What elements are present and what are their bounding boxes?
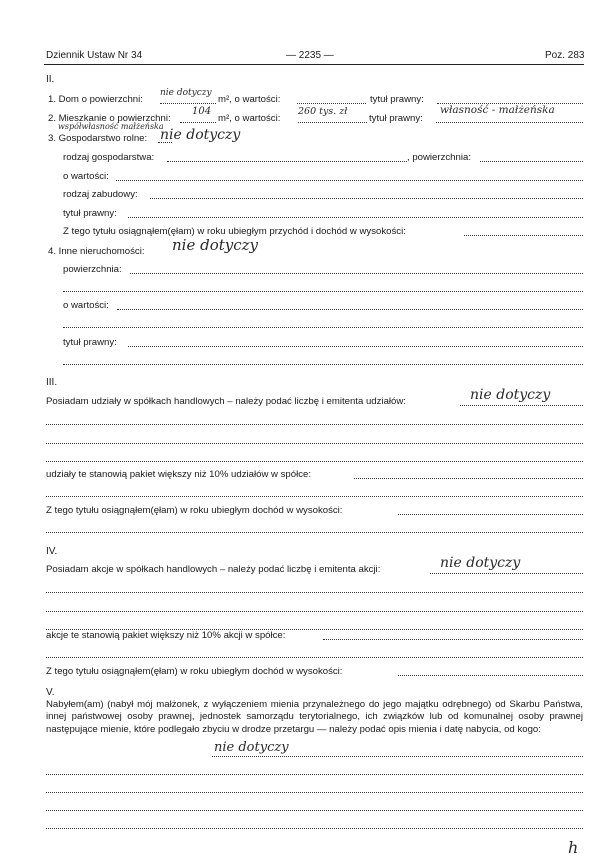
shares-field-2[interactable] — [46, 424, 583, 425]
house-title-label: tytuł prawny: — [370, 94, 424, 105]
stocks-field-3[interactable] — [46, 611, 583, 612]
flat-title-label: tytuł prawny: — [369, 113, 423, 124]
house-worth-field[interactable] — [297, 103, 366, 104]
header-rule — [44, 64, 584, 65]
section-2-heading: II. — [46, 74, 55, 85]
shares-package-field[interactable] — [354, 478, 583, 479]
house-unit-label: m², o wartości: — [218, 94, 281, 105]
stocks-field-2[interactable] — [46, 592, 583, 593]
flat-ownership-note: współwłasność małżeńska — [58, 122, 164, 131]
flat-area-field[interactable] — [180, 122, 216, 123]
shares-value: nie dotyczy — [470, 387, 551, 403]
other-area-field[interactable] — [130, 273, 583, 274]
flat-title-value: własność - małżeńska — [440, 104, 555, 116]
other-property-value: nie dotyczy — [172, 236, 259, 254]
shares-field-4[interactable] — [46, 461, 583, 462]
acquired-property-field-4[interactable] — [46, 810, 583, 811]
other-worth-field-2[interactable] — [63, 327, 583, 328]
house-area-value: nie dotyczy — [160, 88, 212, 98]
farm-type-field[interactable] — [167, 161, 407, 162]
farm-buildings-field[interactable] — [150, 198, 583, 199]
other-title-label: tytuł prawny: — [63, 337, 117, 348]
flat-area-value: 104 — [192, 106, 212, 117]
shares-income-label: Z tego tytułu osiągnąłem(ęłam) w roku ubiegłym dochód w wysokości: — [46, 505, 343, 516]
farm-title-label: tytuł prawny: — [63, 208, 117, 219]
farm-income-label: Z tego tytułu osiągnąłem(ęłam) w roku ubiegłym przychód i dochód w wysokości: — [63, 226, 406, 237]
farm-label: 3. Gospodarstwo rolne: — [48, 133, 148, 144]
section-3-heading: III. — [46, 377, 58, 388]
stocks-package-field-2[interactable] — [46, 657, 583, 658]
shares-field[interactable] — [460, 405, 583, 406]
acquired-property-field-2[interactable] — [46, 774, 583, 775]
initials-mark: h — [568, 838, 579, 857]
other-title-field[interactable] — [128, 346, 583, 347]
acquired-property-field[interactable] — [212, 756, 583, 757]
stocks-package-label: akcje te stanowią pakiet większy niż 10% akcji w spółce: — [46, 630, 286, 641]
farm-buildings-label: rodzaj zabudowy: — [63, 189, 138, 200]
shares-field-3[interactable] — [46, 443, 583, 444]
farm-type-label: rodzaj gospodarstwa: — [63, 152, 155, 163]
other-title-field-2[interactable] — [63, 364, 583, 365]
stocks-field[interactable] — [430, 573, 583, 574]
stocks-income-field[interactable] — [398, 675, 583, 676]
farm-income-field[interactable] — [464, 235, 583, 236]
flat-area-label: 2. Mieszkanie o powierzchni: — [48, 113, 171, 124]
other-area-field-2[interactable] — [63, 291, 583, 292]
stocks-income-label: Z tego tytułu osiągnąłem(ęłam) w roku ubiegłym dochód w wysokości: — [46, 666, 343, 677]
flat-title-field[interactable] — [436, 122, 583, 123]
position-number: Poz. 283 — [545, 50, 585, 61]
flat-unit-label: m², o wartości: — [218, 113, 281, 124]
stocks-value: nie dotyczy — [440, 555, 521, 571]
farm-area-label: , powierzchnia: — [407, 152, 471, 163]
page-number: — 2235 — — [286, 50, 334, 61]
shares-income-field-2[interactable] — [46, 532, 583, 533]
shares-label: Posiadam udziały w spółkach handlowych – należy podać liczbę i emitenta udziałów: — [46, 396, 406, 407]
shares-package-label: udziały te stanowią pakiet większy niż 10% udziałów w spółce: — [46, 469, 312, 480]
farm-value: nie dotyczy — [160, 127, 241, 143]
stocks-label: Posiadam akcje w spółkach handlowych – należy podać liczbę i emitenta akcji: — [46, 564, 381, 575]
other-worth-label: o wartości: — [63, 300, 109, 311]
other-property-label: 4. Inne nieruchomości: — [48, 246, 145, 257]
flat-worth-field[interactable] — [298, 122, 367, 123]
acquired-property-value: nie dotyczy — [214, 740, 289, 755]
other-area-label: powierzchnia: — [63, 264, 122, 275]
acquired-property-field-3[interactable] — [46, 792, 583, 793]
journal-title: Dziennik Ustaw Nr 34 — [46, 50, 143, 61]
farm-area-field[interactable] — [480, 161, 583, 162]
section-5-heading: V. — [46, 687, 55, 698]
house-area-field[interactable] — [160, 103, 216, 104]
acquired-property-text: Nabyłem(am) (nabył mój małżonek, z wyłączeniem mienia przynależnego do jego majątku odrębnego) od Skarbu Państwa, innej państwowej osoby prawnej, jednostek samorządu terytorialnego, ich związków lub od komunalnej osoby prawnej następujące mienie, które podlegało zbyciu w drodze przetargu — należy podać opis mienia i datę nabycia, od kogo: — [46, 699, 583, 735]
shares-package-field-2[interactable] — [46, 496, 583, 497]
section-4-heading: IV. — [46, 546, 58, 557]
farm-worth-label: o wartości: — [63, 171, 109, 182]
farm-worth-field[interactable] — [116, 180, 583, 181]
acquired-property-field-5[interactable] — [46, 828, 583, 829]
house-area-label: 1. Dom o powierzchni: — [48, 94, 143, 105]
shares-income-field[interactable] — [398, 514, 583, 515]
flat-worth-value: 260 tys. zł — [298, 106, 348, 117]
other-worth-field[interactable] — [117, 309, 583, 310]
farm-title-field[interactable] — [128, 217, 583, 218]
stocks-package-field[interactable] — [323, 639, 583, 640]
